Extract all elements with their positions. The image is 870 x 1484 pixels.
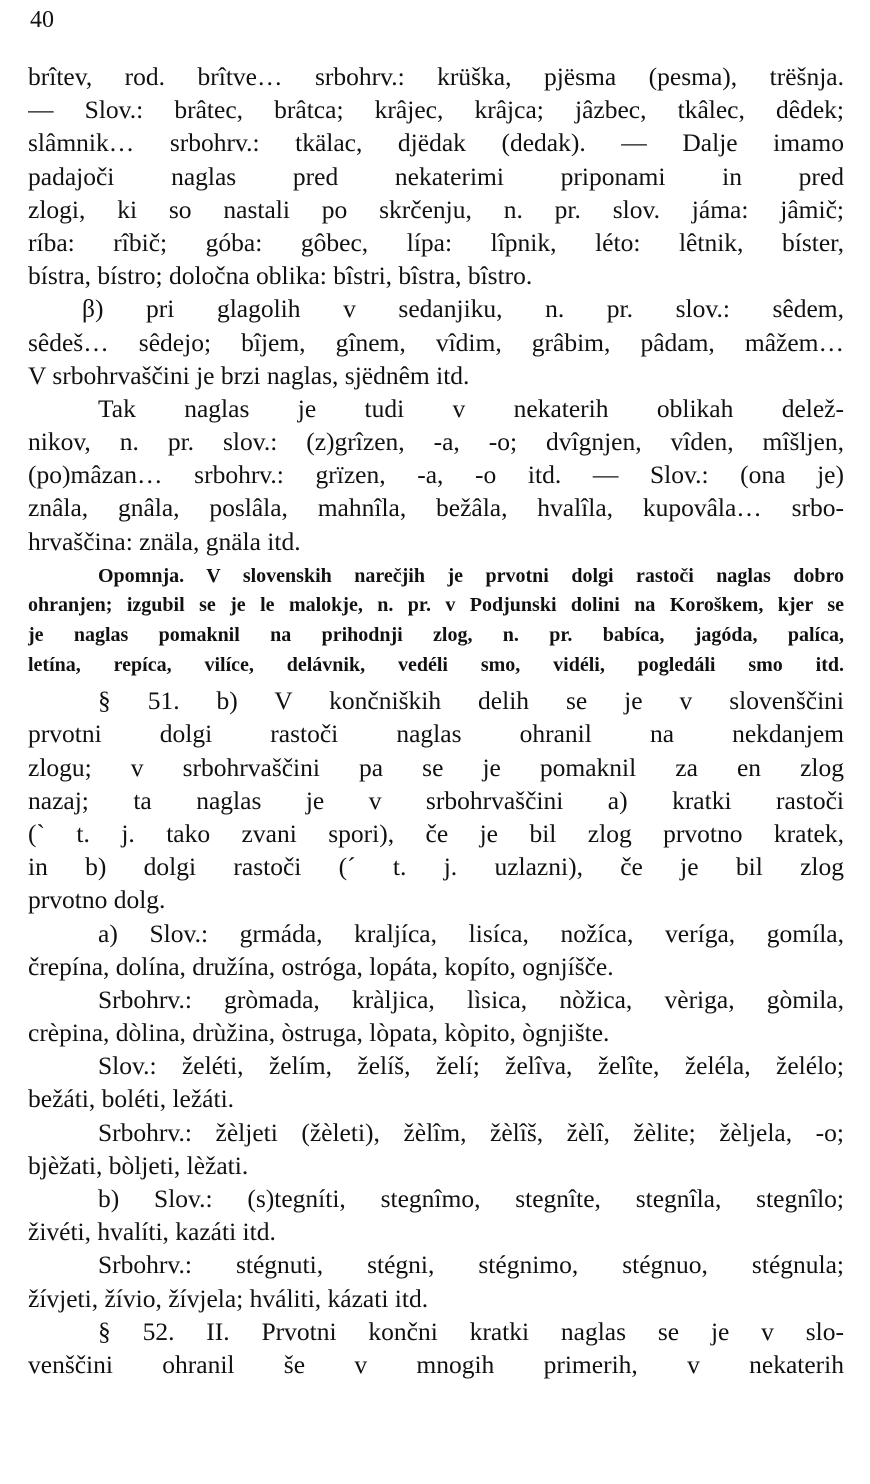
- text-line: padajoči naglas pred nekaterimi priponami in pred: [28, 161, 844, 191]
- text-line: prvotni dolgi rastoči naglas ohranil na nekdanjem: [28, 719, 844, 749]
- text-line: Srbohrv.: žèljeti (žèleti), žèlîm, žèlîš, žèlî, žèlite; žèljela, -o;: [98, 1117, 844, 1147]
- text-line: bístra, bístro; določna oblika: bîstri, bîstra, bîstro.: [28, 261, 533, 291]
- text-line: sêdeš… sêdejo; bîjem, gînem, vîdim, grâbim, pâdam, mâžem…: [28, 327, 844, 357]
- text-line: ríba: rîbič; góba: gôbec, lípa: lîpnik, léto: lêtnik, bíster,: [28, 227, 844, 257]
- text-line: zlogi, ki so nastali po skrčenju, n. pr. slov. jáma: jâmič;: [28, 194, 844, 224]
- text-line: žívjeti, žívio, žívjela; hváliti, kázati itd.: [28, 1283, 429, 1313]
- note-line: je naglas pomaknil na prihodnji zlog, n. pr. babíca, jagóda, palíca,: [28, 624, 844, 646]
- text-line: slâmnik… srbohrv.: tkälac, djëdak (dedak). — Dalje imamo: [28, 128, 844, 158]
- text-line: brîtev, rod. brîtve… srbohrv.: krüška, pjësma (pesma), trëšnja.: [28, 62, 844, 91]
- text-line: b) Slov.: (s)tegníti, stegnîmo, stegnîte, stegnîla, stegnîlo;: [98, 1184, 844, 1213]
- text-line: nikov, n. pr. slov.: (z)grîzen, -a, -o; dvîgnjen, vîden, mîšljen,: [28, 427, 844, 457]
- note-line: ohranjen; izgubil se je le malokje, n. pr. v Podjunski dolini na Koroškem, kjer se: [28, 594, 844, 617]
- text-line: živéti, hvalíti, kazáti itd.: [28, 1217, 276, 1247]
- text-line: Srbohrv.: gròmada, kràljica, lìsica, nòžica, vèriga, gòmila,: [98, 984, 844, 1014]
- section-52-heading-line: § 52. II. Prvotni končni kratki naglas se je v slo-: [98, 1316, 844, 1346]
- page-number: 40: [30, 7, 54, 33]
- text-line: hrvaščina: znäla, gnäla itd.: [28, 526, 301, 556]
- text-line: zlogu; v srbohrvaščini pa se je pomaknil za en zlog: [28, 752, 844, 782]
- text-line: in b) dolgi rastoči (´ t. j. uzlazni), če je bil zlog: [28, 852, 844, 882]
- footnote-remark: [28, 562, 844, 680]
- text-line: nazaj; ta naglas je v srbohrvaščini a) kratki rastoči: [28, 785, 844, 815]
- note-line: Opomnja. V slovenskih narečjih je prvotni dolgi rastoči naglas dobro: [98, 564, 844, 587]
- text-line: a) Slov.: grmáda, kraljíca, lisíca, nožíca, veríga, gomíla,: [98, 918, 844, 948]
- text-line: črepína, dolína, družína, ostróga, lopáta, kopíto, ognjíšče.: [28, 951, 614, 981]
- page-body: [28, 60, 844, 1381]
- text-line: bjèžati, bòljeti, lèžati.: [28, 1150, 249, 1180]
- text-line: znâla, gnâla, poslâla, mahnîla, bežâla, hvalîla, kupovâla… srbo-: [28, 493, 844, 523]
- text-line: V srbohrvaščini je brzi naglas, sjëdnêm itd.: [28, 360, 470, 390]
- text-line: crèpina, dòlina, drùžina, òstruga, lòpata, kòpito, ògnjište.: [28, 1018, 610, 1048]
- text-line: β) pri glagolih v sedanjiku, n. pr. slov.: sêdem,: [82, 294, 844, 324]
- text-line: (` t. j. tako zvani spori), če je bil zlog prvotno kratek,: [28, 818, 844, 848]
- note-line: letína, repíca, vilíce, delávnik, vedéli smo, vidéli, pogledáli smo itd.: [28, 653, 844, 676]
- section-51-heading-line: § 51. b) V končniških delih se je v slovenščini: [98, 686, 844, 716]
- text-line: venščini ohranil še v mnogih primerih, v nekaterih: [28, 1349, 844, 1379]
- text-line: bežáti, boléti, ležáti.: [28, 1084, 235, 1114]
- text-line: Srbohrv.: stégnuti, stégni, stégnimo, stégnuo, stégnula;: [98, 1250, 844, 1280]
- text-line: Tak naglas je tudi v nekaterih oblikah delež-: [98, 393, 844, 423]
- text-line: — Slov.: brâtec, brâtca; krâjec, krâjca; jâzbec, tkâlec, dêdek;: [28, 95, 844, 125]
- text-line: prvotno dolg.: [28, 885, 166, 915]
- text-line: Slov.: želéti, želím, želíš, želí; želîva, želîte, želéla, želélo;: [98, 1051, 844, 1081]
- text-line: (po)mâzan… srbohrv.: grïzen, -a, -o itd. — Slov.: (ona je): [28, 460, 844, 490]
